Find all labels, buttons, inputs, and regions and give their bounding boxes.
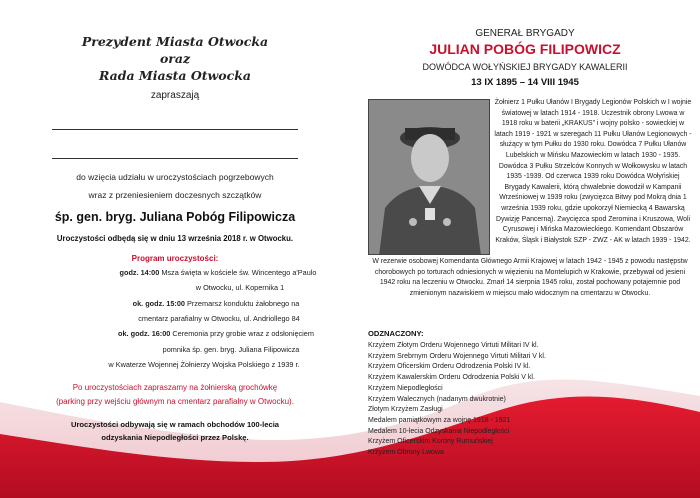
- award-item: Medalem pamiątkowym za wojnę 1918 - 1921: [368, 416, 511, 424]
- portrait-figure: [369, 100, 490, 255]
- award-item: Krzyżem Oficerskim Korony Rumuńskiej: [368, 438, 493, 446]
- text-line-1: do wzięcia udziału w uroczystościach pogrzebowych: [76, 172, 274, 182]
- awards-list: [368, 341, 668, 459]
- invite-text: zapraszają: [150, 90, 200, 101]
- heading-line3: Rada Miasta Otwocka: [98, 68, 252, 83]
- award-item: Krzyżem Obrony Lwowa: [368, 449, 444, 457]
- award-item: Złotym Krzyżem Zasługi: [368, 406, 443, 414]
- program-item: ok. godz. 16:00 Ceremonia przy grobie wraz z odsłonięciem: [118, 329, 314, 338]
- award-item: Krzyżem Oficerskim Orderu Odrodzenia Polski IV kl.: [368, 363, 531, 371]
- blank-line-2: [52, 158, 298, 159]
- program-item: cmentarz parafialny w Otwocku, ul. Andriollego 84: [138, 314, 300, 323]
- text-line-2: wraz z przeniesieniem doczesnych szczątków: [88, 190, 262, 200]
- biography-bottom: W rezerwie osobowej Komendanta Głównego Armii Krajowej w latach 1942 - 1945 z powodu następstw chorobowych po torturach odniesionych w więzieniu na Montelupich w Krakowie, przebywał od jesieni 1942 roku na leczeniu w Otwocku. Zmarł 14 sierpnia 1945 roku, został pochowany potajemnie pod zmienionym nazwiskiem w miejscu mało widocznym na cmentarzu w Otwocku.: [372, 258, 688, 297]
- award-item: Krzyżem Niepodległości: [368, 384, 443, 392]
- blank-line-1: [52, 129, 298, 130]
- program-item: w Otwocku, ul. Kopernika 1: [195, 283, 285, 292]
- program-title: Program uroczystości:: [131, 254, 219, 263]
- deceased-name: śp. gen. bryg. Juliana Pobóg Filipowicza: [54, 210, 296, 224]
- ceremony-date: Uroczystości odbędą się w dniu 13 września 2018 r. w Otwocku.: [56, 234, 294, 243]
- invite-meal: Po uroczystościach zapraszamy na żołnierską grochówkę: [72, 383, 278, 392]
- closing-line-1: Uroczystości odbywają się w ramach obchodów 100-lecia: [70, 420, 280, 429]
- award-item: Krzyżem Złotym Orderu Wojennego Virtuti Militari IV kl.: [368, 342, 539, 349]
- closing-line-2: odzyskania Niepodległości przez Polskę.: [101, 433, 249, 442]
- program-item: ok. godz. 15:00 Przemarsz konduktu żałobnego na: [132, 299, 300, 308]
- program-item: w Kwaterze Wojennej Żołnierzy Wojska Polskiego z 1939 r.: [108, 360, 300, 369]
- award-item: Krzyżem Walecznych (nadanym dwukrotnie): [368, 395, 506, 403]
- life-dates: 13 IX 1895 – 14 VIII 1945: [471, 77, 579, 88]
- heading-line2: oraz: [159, 51, 191, 66]
- award-item: Medalem 10-lecia Odzyskania Niepodległości: [368, 427, 510, 435]
- program-item: pomnika śp. gen. bryg. Juliana Filipowicza: [162, 345, 300, 354]
- parking-note: (parking przy wejściu głównym na cmentarz parafialny w Otwocku).: [56, 397, 294, 406]
- program-item: godz. 14:00 Msza święta w kościele św. Wincentego a'Paulo: [119, 268, 317, 277]
- award-item: Krzyżem Srebrnym Orderu Wojennego Virtuti Militari V kl.: [368, 352, 546, 360]
- portrait-photo: [368, 99, 490, 255]
- rank-title: GENERAŁ BRYGADY: [475, 28, 575, 39]
- award-item: Krzyżem Kawalerskim Orderu Odrodzenia Polski V kl.: [368, 374, 535, 382]
- heading-line1: Prezydent Miasta Otwocka: [81, 34, 269, 49]
- biography-top: Żołnierz 1 Pułku Ułanów I Brygady Legionów Polskich w I wojnie światowej w latach 1914 - 1918. Uczestnik obrony Lwowa w 1918 roku w baterii „KRAKUS” i wojny polsko - sowieckiej w latach 1919 - 1921 w szeregach 11 Pułku Ułanów Legionowych - służący w tym Pułku do 1930 roku. Dowódca 7 Pułku Ułanów Lubelskich w Mińsku Mazowieckim w latach 1930 - 1935. Dowódca 3 Pułku Strzelców Konnych w Wołkowysku w latach 1935 -1939. Od czerwca 1939 roku Dowódca Wołyńskiej Brygady Kawalerii, którą chwalebnie dowodził w Kampanii Wrześniowej w 1939 roku (zwycięzca Bitwy pod Mokrą dnia 1 września 1939 roku, gdzie upokorzył Niemiecką 4 Bawarską Dywizję Pancerną). Zwycięzca spod Zeromina i Kruszowa, Woli Cyrusowej i Mińska Mazowieckiego. Komendant Obszarów Kraków, Śląsk i Białystok SZP - ZWZ - AK w latach 1939 - 1942.: [494, 99, 692, 244]
- general-name: JULIAN POBÓG FILIPOWICZ: [429, 41, 621, 57]
- role-title: DOWÓDCA WOŁYŃSKIEJ BRYGADY KAWALERII: [422, 62, 628, 72]
- awards-title: ODZNACZONY:: [368, 329, 424, 338]
